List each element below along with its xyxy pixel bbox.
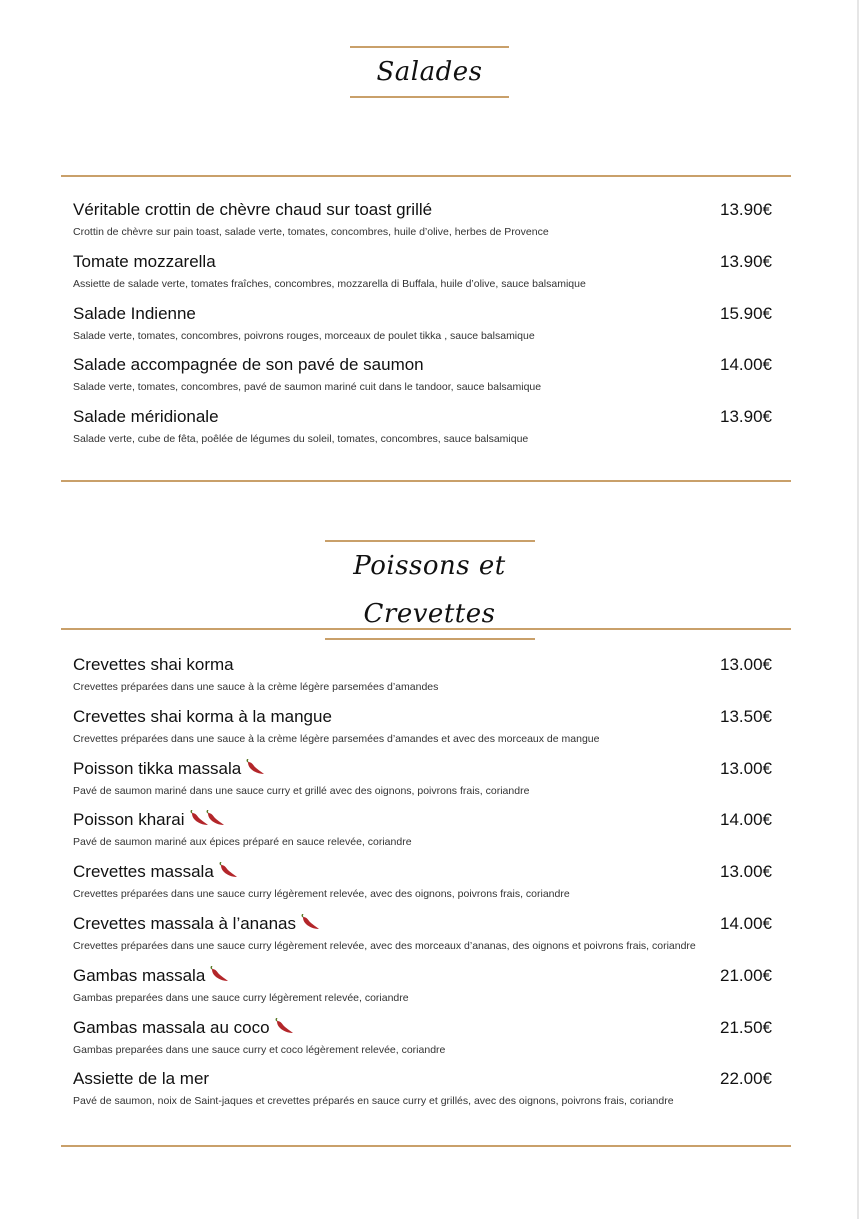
item-name-text: Salade méridionale bbox=[73, 407, 219, 427]
item-name bbox=[73, 758, 261, 782]
menu-item bbox=[73, 809, 772, 861]
item-name bbox=[73, 706, 332, 728]
item-name bbox=[73, 654, 234, 676]
menu-item bbox=[73, 706, 772, 758]
chili-pepper-icon bbox=[274, 1018, 294, 1035]
item-price: 13.90€ bbox=[720, 200, 772, 219]
chili-pepper-icon bbox=[209, 966, 229, 983]
chili-pepper-icon bbox=[245, 759, 265, 776]
section-title-text: Salades bbox=[376, 57, 483, 87]
item-price: 22.00€ bbox=[720, 1069, 772, 1089]
item-name-text: Salade Indienne bbox=[73, 303, 196, 323]
item-name-text: Crevettes massala bbox=[73, 862, 214, 882]
item-name bbox=[73, 251, 216, 273]
menu-item bbox=[73, 251, 772, 303]
item-name-text: Crevettes shai korma à la mangue bbox=[73, 706, 332, 726]
item-description: Crevettes préparées dans une sauce à la crème légère parsemées d’amandes bbox=[73, 681, 439, 693]
spice-level bbox=[300, 914, 316, 937]
menu-item bbox=[73, 965, 772, 1017]
spice-level bbox=[274, 1018, 290, 1041]
item-price: 14.00€ bbox=[720, 913, 772, 933]
item-price: 21.00€ bbox=[720, 965, 772, 985]
item-price: 14.00€ bbox=[720, 355, 772, 375]
item-description: Crevettes préparées dans une sauce à la crème légère parsemées d’amandes et avec des morceaux de mangue bbox=[73, 732, 600, 745]
spice-level bbox=[218, 862, 234, 885]
item-name-text: Tomate mozzarella bbox=[73, 251, 216, 271]
menu-list-poissons bbox=[73, 654, 772, 1120]
item-name-text: Véritable crottin de chèvre chaud sur toast grillé bbox=[73, 200, 433, 219]
item-name-text: Gambas massala au coco bbox=[73, 1017, 270, 1037]
item-price: 13.90€ bbox=[720, 251, 772, 271]
item-name bbox=[73, 199, 432, 221]
menu-item bbox=[73, 303, 772, 355]
menu-item bbox=[73, 861, 772, 913]
item-name bbox=[73, 965, 225, 989]
item-name bbox=[73, 861, 234, 885]
item-name-text: Poisson kharai bbox=[73, 810, 185, 830]
item-name bbox=[73, 913, 316, 937]
item-price: 13.90€ bbox=[720, 407, 772, 427]
menu-item bbox=[73, 406, 772, 458]
chili-pepper-icon bbox=[205, 810, 225, 827]
item-name bbox=[73, 809, 221, 833]
section-bottom-rule bbox=[61, 1145, 791, 1147]
item-description: Pavé de saumon mariné dans une sauce curry et grillé avec des oignons, poivrons frais, coriandre bbox=[73, 784, 530, 797]
item-price: 13.00€ bbox=[720, 655, 772, 674]
chili-pepper-icon bbox=[218, 862, 238, 879]
item-price: 13.50€ bbox=[720, 706, 772, 726]
item-price: 13.00€ bbox=[720, 758, 772, 778]
menu-item bbox=[73, 1068, 772, 1120]
item-name-text: Crevettes shai korma bbox=[73, 655, 234, 674]
item-description: Crottin de chèvre sur pain toast, salade verte, tomates, concombres, huile d’olive, herbes de Provence bbox=[73, 226, 549, 238]
menu-item bbox=[73, 913, 772, 965]
section-top-rule bbox=[61, 175, 791, 177]
section-title-text: Poissons et Crevettes bbox=[353, 551, 506, 629]
menu-item bbox=[73, 1017, 772, 1069]
menu-item bbox=[73, 354, 772, 406]
section-top-rule bbox=[61, 628, 791, 630]
menu-item bbox=[73, 758, 772, 810]
item-name-text: Gambas massala bbox=[73, 965, 206, 985]
item-name bbox=[73, 354, 424, 376]
item-description: Crevettes préparées dans une sauce curry légèrement relevée, avec des oignons, poivrons frais, coriandre bbox=[73, 888, 570, 901]
spice-level bbox=[209, 966, 225, 989]
item-description: Salade verte, tomates, concombres, pavé de saumon mariné cuit dans le tandoor, sauce balsamique bbox=[73, 381, 542, 394]
item-name-text: Assiette de la mer bbox=[73, 1069, 210, 1089]
item-name bbox=[73, 1068, 209, 1090]
menu-item bbox=[73, 654, 772, 706]
section-bottom-rule bbox=[61, 480, 791, 482]
item-description: Assiette de salade verte, tomates fraîches, concombres, mozzarella di Buffala, huile d’olive, sauce balsamique bbox=[73, 277, 586, 290]
section-title-salades bbox=[0, 46, 859, 98]
item-price: 13.00€ bbox=[720, 862, 772, 882]
item-description: Pavé de saumon mariné aux épices préparé en sauce relevée, coriandre bbox=[73, 836, 412, 849]
item-name-text: Crevettes massala à l’ananas bbox=[73, 913, 297, 933]
item-description: Pavé de saumon, noix de Saint-jaques et crevettes préparés en sauce curry et grillés, avec des oignons, poivrons frais, coriandre bbox=[73, 1095, 674, 1108]
item-price: 15.90€ bbox=[720, 303, 772, 323]
menu-list-salades bbox=[73, 199, 772, 458]
item-price: 21.50€ bbox=[720, 1017, 772, 1037]
menu-item bbox=[73, 199, 772, 251]
spice-level bbox=[189, 810, 221, 833]
item-price: 14.00€ bbox=[720, 810, 772, 830]
item-description: Gambas preparées dans une sauce curry et coco légèrement relevée, coriandre bbox=[73, 1043, 446, 1056]
item-name-text: Salade accompagnée de son pavé de saumon bbox=[73, 355, 424, 375]
item-name bbox=[73, 303, 196, 325]
item-name-text: Poisson tikka massala bbox=[73, 758, 242, 778]
item-description: Crevettes préparées dans une sauce curry légèrement relevée, avec des morceaux d’ananas, des oignons et poivrons frais, coriandre bbox=[73, 939, 696, 952]
spice-level bbox=[245, 759, 261, 782]
item-description: Gambas preparées dans une sauce curry légèrement relevée, coriandre bbox=[73, 991, 409, 1004]
item-name bbox=[73, 1017, 290, 1041]
section-title-poissons bbox=[0, 540, 859, 640]
item-name bbox=[73, 406, 219, 428]
chili-pepper-icon bbox=[300, 914, 320, 931]
item-description: Salade verte, cube de fêta, poêlée de légumes du soleil, tomates, concombres, sauce balsamique bbox=[73, 433, 529, 446]
item-description: Salade verte, tomates, concombres, poivrons rouges, morceaux de poulet tikka , sauce balsamique bbox=[73, 329, 535, 342]
